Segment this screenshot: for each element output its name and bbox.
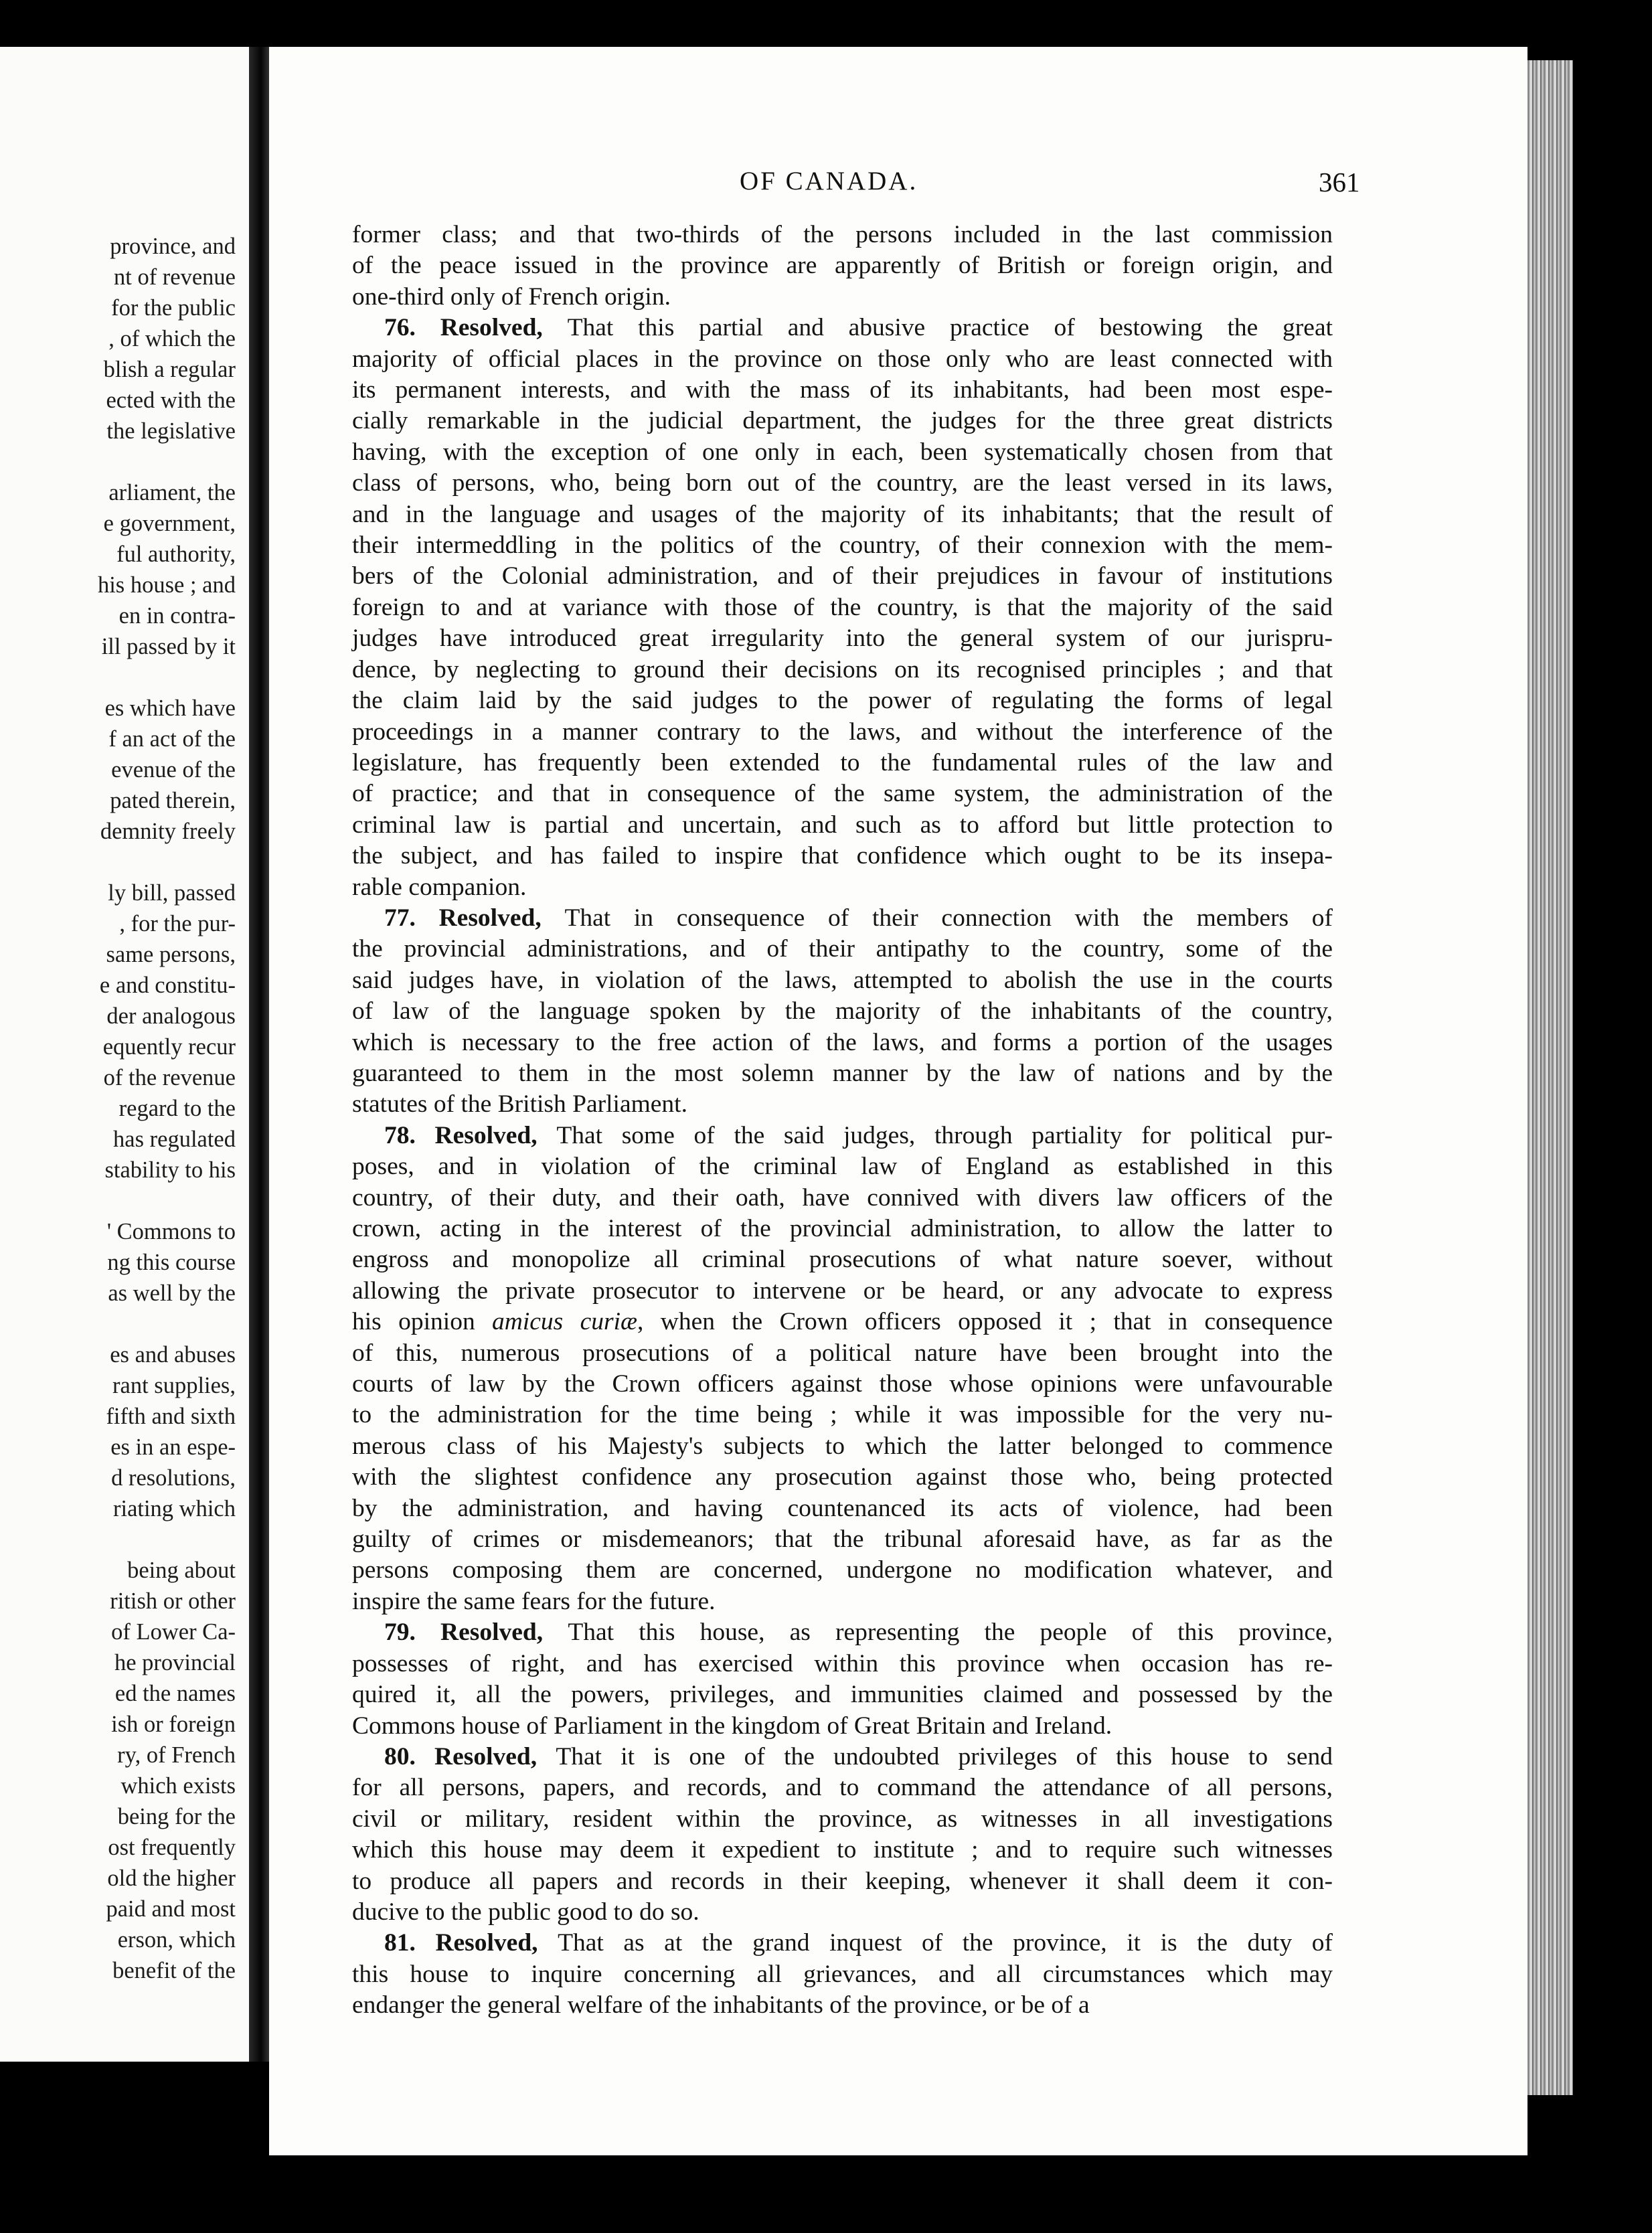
text-line: majority of official places in the province on those only who are least connected with: [352, 345, 1333, 373]
left-page-line: f an act of the: [108, 726, 236, 752]
resolution-number: 80.: [384, 1742, 435, 1770]
left-page-line: ful authority,: [116, 542, 236, 567]
left-page-line: of Lower Ca-: [111, 1619, 236, 1645]
left-page-line: ry, of French: [117, 1742, 236, 1768]
text-line: allowing the private prosecutor to intervene or be heard, or any advocate to express: [352, 1276, 1333, 1305]
left-page-line: d resolutions,: [111, 1465, 236, 1491]
left-page-line: province, and: [110, 234, 236, 259]
left-page-line: es and abuses: [110, 1342, 236, 1368]
text-line: class of persons, who, being born out of the country, are the least versed in its laws,: [352, 469, 1333, 497]
text-line: quired it, all the powers, privileges, and immunities claimed and possessed by the: [352, 1681, 1333, 1709]
left-page-line: for the public: [111, 295, 236, 321]
left-page-line: e and constitu-: [99, 973, 236, 998]
left-page-line: , of which the: [108, 326, 236, 351]
resolution-paragraph: [352, 313, 1527, 903]
body-text: [352, 220, 1527, 2021]
left-page-line: of the revenue: [103, 1065, 236, 1090]
left-page-line: evenue of the: [111, 757, 236, 782]
text-line: former class; and that two-thirds of the persons included in the last commission: [352, 221, 1333, 248]
page-header: [269, 166, 1527, 206]
left-page-line: ost frequently: [108, 1835, 236, 1860]
resolved-keyword: Resolved,: [440, 1619, 568, 1647]
text-line: the subject, and has failed to inspire that confidence which ought to be its insepa-: [352, 842, 1333, 870]
resolution-paragraph: [352, 1742, 1527, 1928]
left-page-line: erson, which: [117, 1927, 236, 1953]
text-line: country, of their duty, and their oath, have connived with divers law officers of the: [352, 1183, 1333, 1212]
text-line: its permanent interests, and with the mass of its inhabitants, had been most espe-: [352, 376, 1333, 404]
text-line: of law of the language spoken by the majority of the inhabitants of the country,: [352, 997, 1333, 1025]
text-line: 81. Resolved, That as at the grand inquest of the province, it is the duty of: [384, 1929, 1333, 1957]
text-line: the provincial administrations, and of their antipathy to the country, some of the: [352, 935, 1333, 963]
text-line: of practice; and that in consequence of the same system, the administration of the: [352, 780, 1333, 808]
resolved-keyword: Resolved,: [440, 314, 568, 342]
resolution-number: 76.: [384, 314, 440, 342]
resolved-keyword: Resolved,: [438, 904, 565, 932]
left-page-line: which exists: [120, 1773, 236, 1799]
left-page-line: he provincial: [114, 1650, 236, 1675]
left-page-line: arliament, the: [108, 480, 236, 505]
text-line: his opinion amicus curiæ, when the Crown officers opposed it ; that in consequence: [352, 1308, 1333, 1336]
text-line: the claim laid by the said judges to the power of regulating the forms of legal: [352, 687, 1333, 715]
left-page-gap: [0, 446, 236, 477]
resolution-paragraph: [352, 1928, 1527, 2021]
left-page-line: demnity freely: [100, 819, 236, 844]
text-line: of this, numerous prosecutions of a political nature have been brought into the: [352, 1339, 1333, 1367]
text-line: ducive to the public good to do so.: [352, 1898, 699, 1926]
text-line: 80. Resolved, That it is one of the undoubted privileges of this house to send: [384, 1742, 1333, 1770]
left-page-line: blish a regular: [103, 357, 236, 382]
left-page-gap: [0, 1524, 236, 1555]
text-line: with the slightest confidence any prosecution against those who, being protected: [352, 1463, 1333, 1491]
text-line: inspire the same fears for the future.: [352, 1587, 716, 1615]
left-page-line: es which have: [104, 695, 236, 721]
left-page-line: benefit of the: [112, 1958, 236, 1983]
text-line: civil or military, resident within the province, as witnesses in all investigations: [352, 1805, 1333, 1833]
left-page-line: ish or foreign: [111, 1712, 236, 1737]
resolution-number: 79.: [384, 1619, 441, 1647]
text-line: dence, by neglecting to ground their decisions on its recognised principles ; and that: [352, 655, 1333, 683]
left-page-line: rant supplies,: [112, 1373, 236, 1398]
left-page-line: being about: [127, 1558, 236, 1583]
text-line: having, with the exception of one only in each, been systematically chosen from that: [352, 438, 1333, 466]
text-line: guaranteed to them in the most solemn manner by the law of nations and by the: [352, 1059, 1333, 1087]
left-page-line: as well by the: [108, 1280, 236, 1306]
text-line: for all persons, papers, and records, and to command the attendance of all persons,: [352, 1774, 1333, 1802]
resolution-paragraph: [352, 220, 1527, 313]
text-line: one-third only of French origin.: [352, 282, 671, 311]
left-page-line: old the higher: [107, 1866, 236, 1891]
left-page-gap: [0, 1185, 236, 1216]
left-page-line: regard to the: [118, 1096, 236, 1121]
facing-page-left: [0, 47, 249, 2062]
left-page-line: ly bill, passed: [108, 880, 236, 906]
text-line: 77. Resolved, That in consequence of their connection with the members of: [384, 904, 1333, 932]
resolution-number: 81.: [384, 1929, 436, 1957]
text-line: endanger the general welfare of the inhabitants of the province, or be of a: [352, 1991, 1090, 2019]
resolved-keyword: Resolved,: [435, 1929, 558, 1957]
left-page-line: ' Commons to: [106, 1219, 236, 1244]
book-gutter: [249, 47, 269, 2062]
resolution-number: 78.: [384, 1121, 435, 1149]
left-page-line: being for the: [117, 1804, 236, 1829]
left-page-line: fifth and sixth: [106, 1404, 236, 1429]
page-number: 361: [1319, 167, 1360, 197]
left-page-line: nt of revenue: [113, 264, 236, 290]
resolved-keyword: Resolved,: [434, 1121, 557, 1149]
resolved-keyword: Resolved,: [434, 1742, 556, 1770]
left-page-line: e government,: [103, 511, 236, 536]
text-line: legislature, has frequently been extended to the fundamental rules of the law and: [352, 748, 1333, 776]
text-line: statutes of the British Parliament.: [352, 1090, 687, 1119]
left-page-line: stability to his: [104, 1157, 236, 1183]
left-page-line: es in an espe-: [110, 1434, 236, 1460]
text-line: 76. Resolved, That this partial and abusive practice of bestowing the great: [384, 314, 1333, 342]
left-page-line: his house ; and: [97, 572, 236, 598]
text-line: which is necessary to the free action of the laws, and forms a portion of the usages: [352, 1028, 1333, 1056]
resolution-paragraph: [352, 1121, 1527, 1618]
left-page-line: equently recur: [102, 1034, 236, 1060]
text-line: engross and monopolize all criminal prosecutions of what nature soever, without: [352, 1246, 1333, 1274]
resolution-paragraph: [352, 903, 1527, 1121]
page-edges: [1527, 60, 1573, 2095]
left-page-line: en in contra-: [118, 603, 236, 629]
left-page-gap: [0, 1309, 236, 1339]
text-line: guilty of crimes or misdemeanors; that the tribunal aforesaid have, as far as the: [352, 1525, 1333, 1554]
text-line: proceedings in a manner contrary to the laws, and without the interference of the: [352, 718, 1333, 746]
text-line: which this house may deem it expedient to institute ; and to require such witnesses: [352, 1836, 1333, 1864]
left-page-line: der analogous: [106, 1003, 236, 1029]
text-line: this house to inquire concerning all grievances, and all circumstances which may: [352, 1960, 1333, 1988]
left-page-gap: [0, 662, 236, 693]
text-line: of the peace issued in the province are apparently of British or foreign origin, and: [352, 252, 1333, 280]
text-line: crown, acting in the interest of the provincial administration, to allow the latter to: [352, 1215, 1333, 1242]
text-line: cially remarkable in the judicial department, the judges for the three great districts: [352, 407, 1333, 435]
text-line: bers of the Colonial administration, and of their prejudices in favour of institutions: [352, 562, 1333, 590]
text-line: poses, and in violation of the criminal law of England as established in this: [352, 1153, 1333, 1181]
left-page-line: pated therein,: [110, 788, 236, 813]
left-page-line: ected with the: [106, 388, 236, 413]
text-line: to produce all papers and records in their keeping, whenever it shall deem it con-: [352, 1867, 1333, 1895]
text-line: possesses of right, and has exercised within this province when occasion has re-: [352, 1649, 1333, 1677]
left-page-line: ng this course: [107, 1250, 236, 1275]
text-line: said judges have, in violation of the laws, attempted to abolish the use in the courts: [352, 966, 1333, 994]
left-page-line: ill passed by it: [101, 634, 236, 659]
text-line: courts of law by the Crown officers against those whose opinions were unfavourable: [352, 1370, 1333, 1398]
text-line: Commons house of Parliament in the kingdom of Great Britain and Ireland.: [352, 1712, 1112, 1740]
text-line: criminal law is partial and uncertain, and such as to afford but little protection to: [352, 811, 1333, 839]
left-page-line: paid and most: [106, 1896, 236, 1922]
text-line: their intermeddling in the politics of the country, of their connexion with the mem-: [352, 531, 1333, 560]
text-line: 79. Resolved, That this house, as representing the people of this province,: [384, 1619, 1333, 1647]
page-361: [269, 47, 1527, 2155]
resolution-paragraph: [352, 1617, 1527, 1742]
resolution-number: 77.: [384, 904, 439, 932]
left-page-line: the legislative: [106, 418, 236, 444]
running-head: OF CANADA.: [740, 167, 918, 195]
text-line: and in the language and usages of the majority of its inhabitants; that the result of: [352, 500, 1333, 528]
text-line: by the administration, and having countenanced its acts of violence, had been: [352, 1494, 1333, 1522]
text-line: persons composing them are concerned, undergone no modification whatever, and: [352, 1556, 1333, 1584]
left-page-line: same persons,: [106, 942, 236, 967]
left-page-line: has regulated: [113, 1127, 236, 1152]
left-page-gap: [0, 847, 236, 878]
left-page-line: ed the names: [114, 1681, 236, 1706]
text-line: 78. Resolved, That some of the said judges, through partiality for political pur-: [384, 1121, 1333, 1149]
text-line: merous class of his Majesty's subjects to which the latter belonged to commence: [352, 1432, 1333, 1460]
text-line: judges have introduced great irregularity into the general system of our jurispru-: [352, 625, 1333, 653]
left-page-text: [0, 231, 236, 1986]
left-page-line: riating which: [113, 1496, 236, 1521]
text-line: to the administration for the time being ; while it was impossible for the very nu-: [352, 1401, 1333, 1429]
left-page-line: ritish or other: [110, 1588, 236, 1614]
text-line: rable companion.: [352, 873, 527, 901]
left-page-line: , for the pur-: [119, 911, 236, 936]
text-line: foreign to and at variance with those of the country, is that the majority of the said: [352, 593, 1333, 621]
